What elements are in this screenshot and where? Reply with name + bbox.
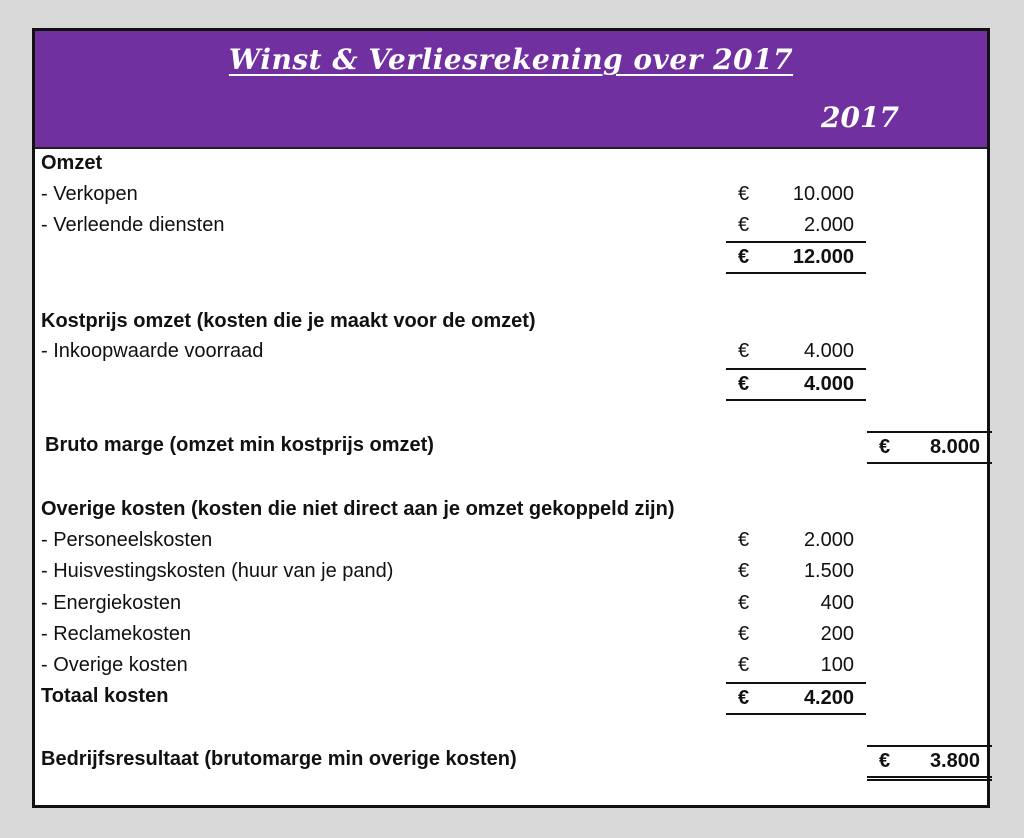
bruto-marge-amount: 8.000 bbox=[929, 436, 980, 458]
currency-symbol: € bbox=[738, 340, 750, 362]
omzet-total-row bbox=[35, 241, 987, 271]
table-row: - Verleende diensten € 2.000 bbox=[41, 214, 854, 236]
statement-title: Winst & Verliesrekening over 2017 bbox=[228, 43, 794, 76]
currency-symbol: € bbox=[738, 623, 750, 645]
amount: 2.000 bbox=[803, 529, 854, 551]
currency-symbol: € bbox=[738, 183, 750, 205]
amount: 10.000 bbox=[792, 183, 854, 205]
table-row: - Verkopen € 10.000 bbox=[41, 183, 854, 205]
currency-symbol: € bbox=[738, 214, 750, 236]
totaal-kosten-row bbox=[35, 682, 987, 712]
currency-symbol: € bbox=[738, 560, 750, 582]
overige-heading: Overige kosten (kosten die niet direct aan je omzet gekoppeld zijn) bbox=[41, 498, 675, 520]
amount: 1.500 bbox=[803, 560, 854, 582]
table-row: - Reclamekosten € 200 bbox=[41, 623, 854, 645]
amount: 200 bbox=[820, 623, 854, 645]
table-row: - Overige kosten € 100 bbox=[41, 654, 854, 676]
amount: 2.000 bbox=[803, 214, 854, 236]
totaal-kosten-label: Totaal kosten bbox=[41, 685, 169, 707]
currency-symbol: € bbox=[738, 373, 750, 395]
kostprijs-total-row bbox=[35, 368, 987, 398]
table-row: - Inkoopwaarde voorraad € 4.000 bbox=[41, 340, 854, 362]
bruto-marge-label: Bruto marge (omzet min kostprijs omzet) bbox=[45, 434, 434, 456]
currency-symbol: € bbox=[738, 654, 750, 676]
currency-symbol: € bbox=[879, 436, 891, 458]
bedrijfsresultaat-label: Bedrijfsresultaat (brutomarge min overige kosten) bbox=[41, 748, 517, 770]
kostprijs-heading-row bbox=[35, 307, 987, 337]
bedrijfsresultaat-row bbox=[35, 745, 987, 775]
amount: 100 bbox=[820, 654, 854, 676]
income-statement-sheet bbox=[32, 28, 990, 808]
currency-symbol: € bbox=[738, 246, 750, 268]
amount: 4.000 bbox=[803, 340, 854, 362]
omzet-heading-row bbox=[35, 149, 987, 179]
year-column-header: 2017 bbox=[821, 101, 899, 134]
bedrijfsresultaat-amount: 3.800 bbox=[929, 750, 980, 772]
currency-symbol: € bbox=[738, 529, 750, 551]
omzet-heading: Omzet bbox=[41, 152, 103, 174]
currency-symbol: € bbox=[738, 687, 750, 709]
bruto-marge-row bbox=[35, 431, 987, 461]
header-bar bbox=[35, 31, 987, 149]
table-row: - Personeelskosten € 2.000 bbox=[41, 529, 854, 551]
currency-symbol: € bbox=[738, 592, 750, 614]
overige-heading-row bbox=[35, 495, 987, 525]
table-row: - Energiekosten € 400 bbox=[41, 592, 854, 614]
table-row: - Huisvestingskosten (huur van je pand) € 1.500 bbox=[41, 560, 854, 582]
totaal-kosten-amount: 4.200 bbox=[803, 687, 854, 709]
amount: 400 bbox=[820, 592, 854, 614]
omzet-total: 12.000 bbox=[792, 246, 854, 268]
currency-symbol: € bbox=[879, 750, 891, 772]
kostprijs-heading: Kostprijs omzet (kosten die je maakt voor de omzet) bbox=[41, 310, 536, 332]
kostprijs-total: 4.000 bbox=[803, 373, 854, 395]
